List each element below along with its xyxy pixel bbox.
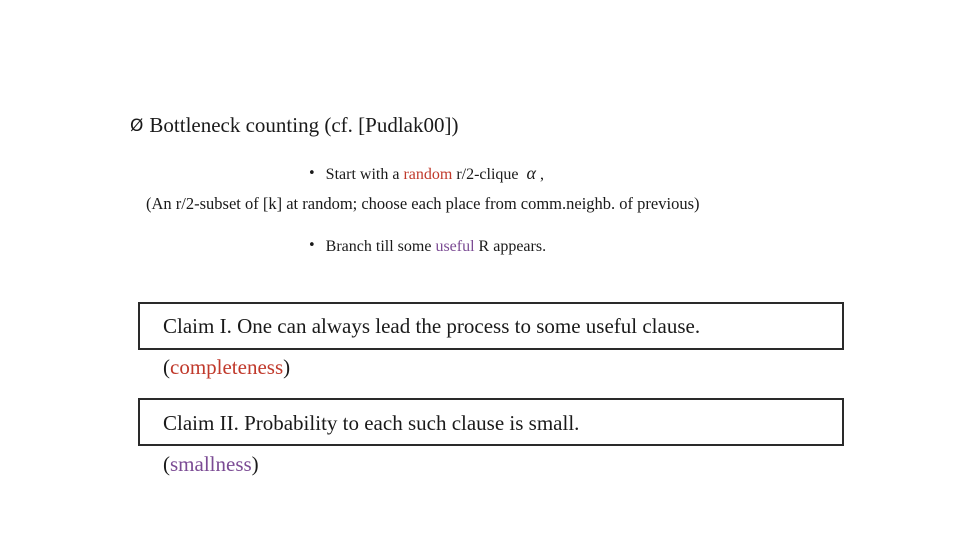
- paren-close: ): [251, 452, 259, 476]
- bullet-dot-icon: •: [308, 238, 316, 253]
- arrow-bullet-icon: Ø: [130, 116, 144, 136]
- keyword-completeness: completeness: [170, 355, 284, 379]
- alpha-symbol: α: [526, 163, 536, 183]
- claim-2-note: [163, 452, 259, 477]
- bullet-branch-useful: [308, 238, 546, 256]
- heading-text: Bottleneck counting (cf. [Pudlak00]): [149, 113, 459, 137]
- paren-open: (: [163, 452, 170, 476]
- paren-open: (: [163, 355, 170, 379]
- keyword-random: random: [403, 166, 453, 183]
- bullet-dot-icon: •: [308, 166, 316, 181]
- section-heading: [130, 113, 458, 138]
- claim-1-note: [163, 355, 290, 380]
- claim-2-text: Claim II. Probability to each such clause is small.: [163, 411, 580, 435]
- bullet-start-random: [308, 163, 544, 184]
- paren-close: ): [283, 355, 291, 379]
- bullet1-prefix: Start with a: [325, 166, 404, 183]
- bullet2-suffix: R appears.: [474, 238, 547, 255]
- subset-explanation: (An r/2-subset of [k] at random; choose each place from comm.neighb. of previous): [146, 194, 700, 213]
- bullet1-suffix: r/2-clique: [452, 166, 523, 183]
- claim-1-text: Claim I. One can always lead the process to some useful clause.: [163, 314, 701, 338]
- keyword-useful: useful: [435, 238, 475, 255]
- keyword-smallness: smallness: [170, 452, 252, 476]
- bullet2-prefix: Branch till some: [325, 238, 436, 255]
- bullet1-end: ,: [539, 166, 544, 183]
